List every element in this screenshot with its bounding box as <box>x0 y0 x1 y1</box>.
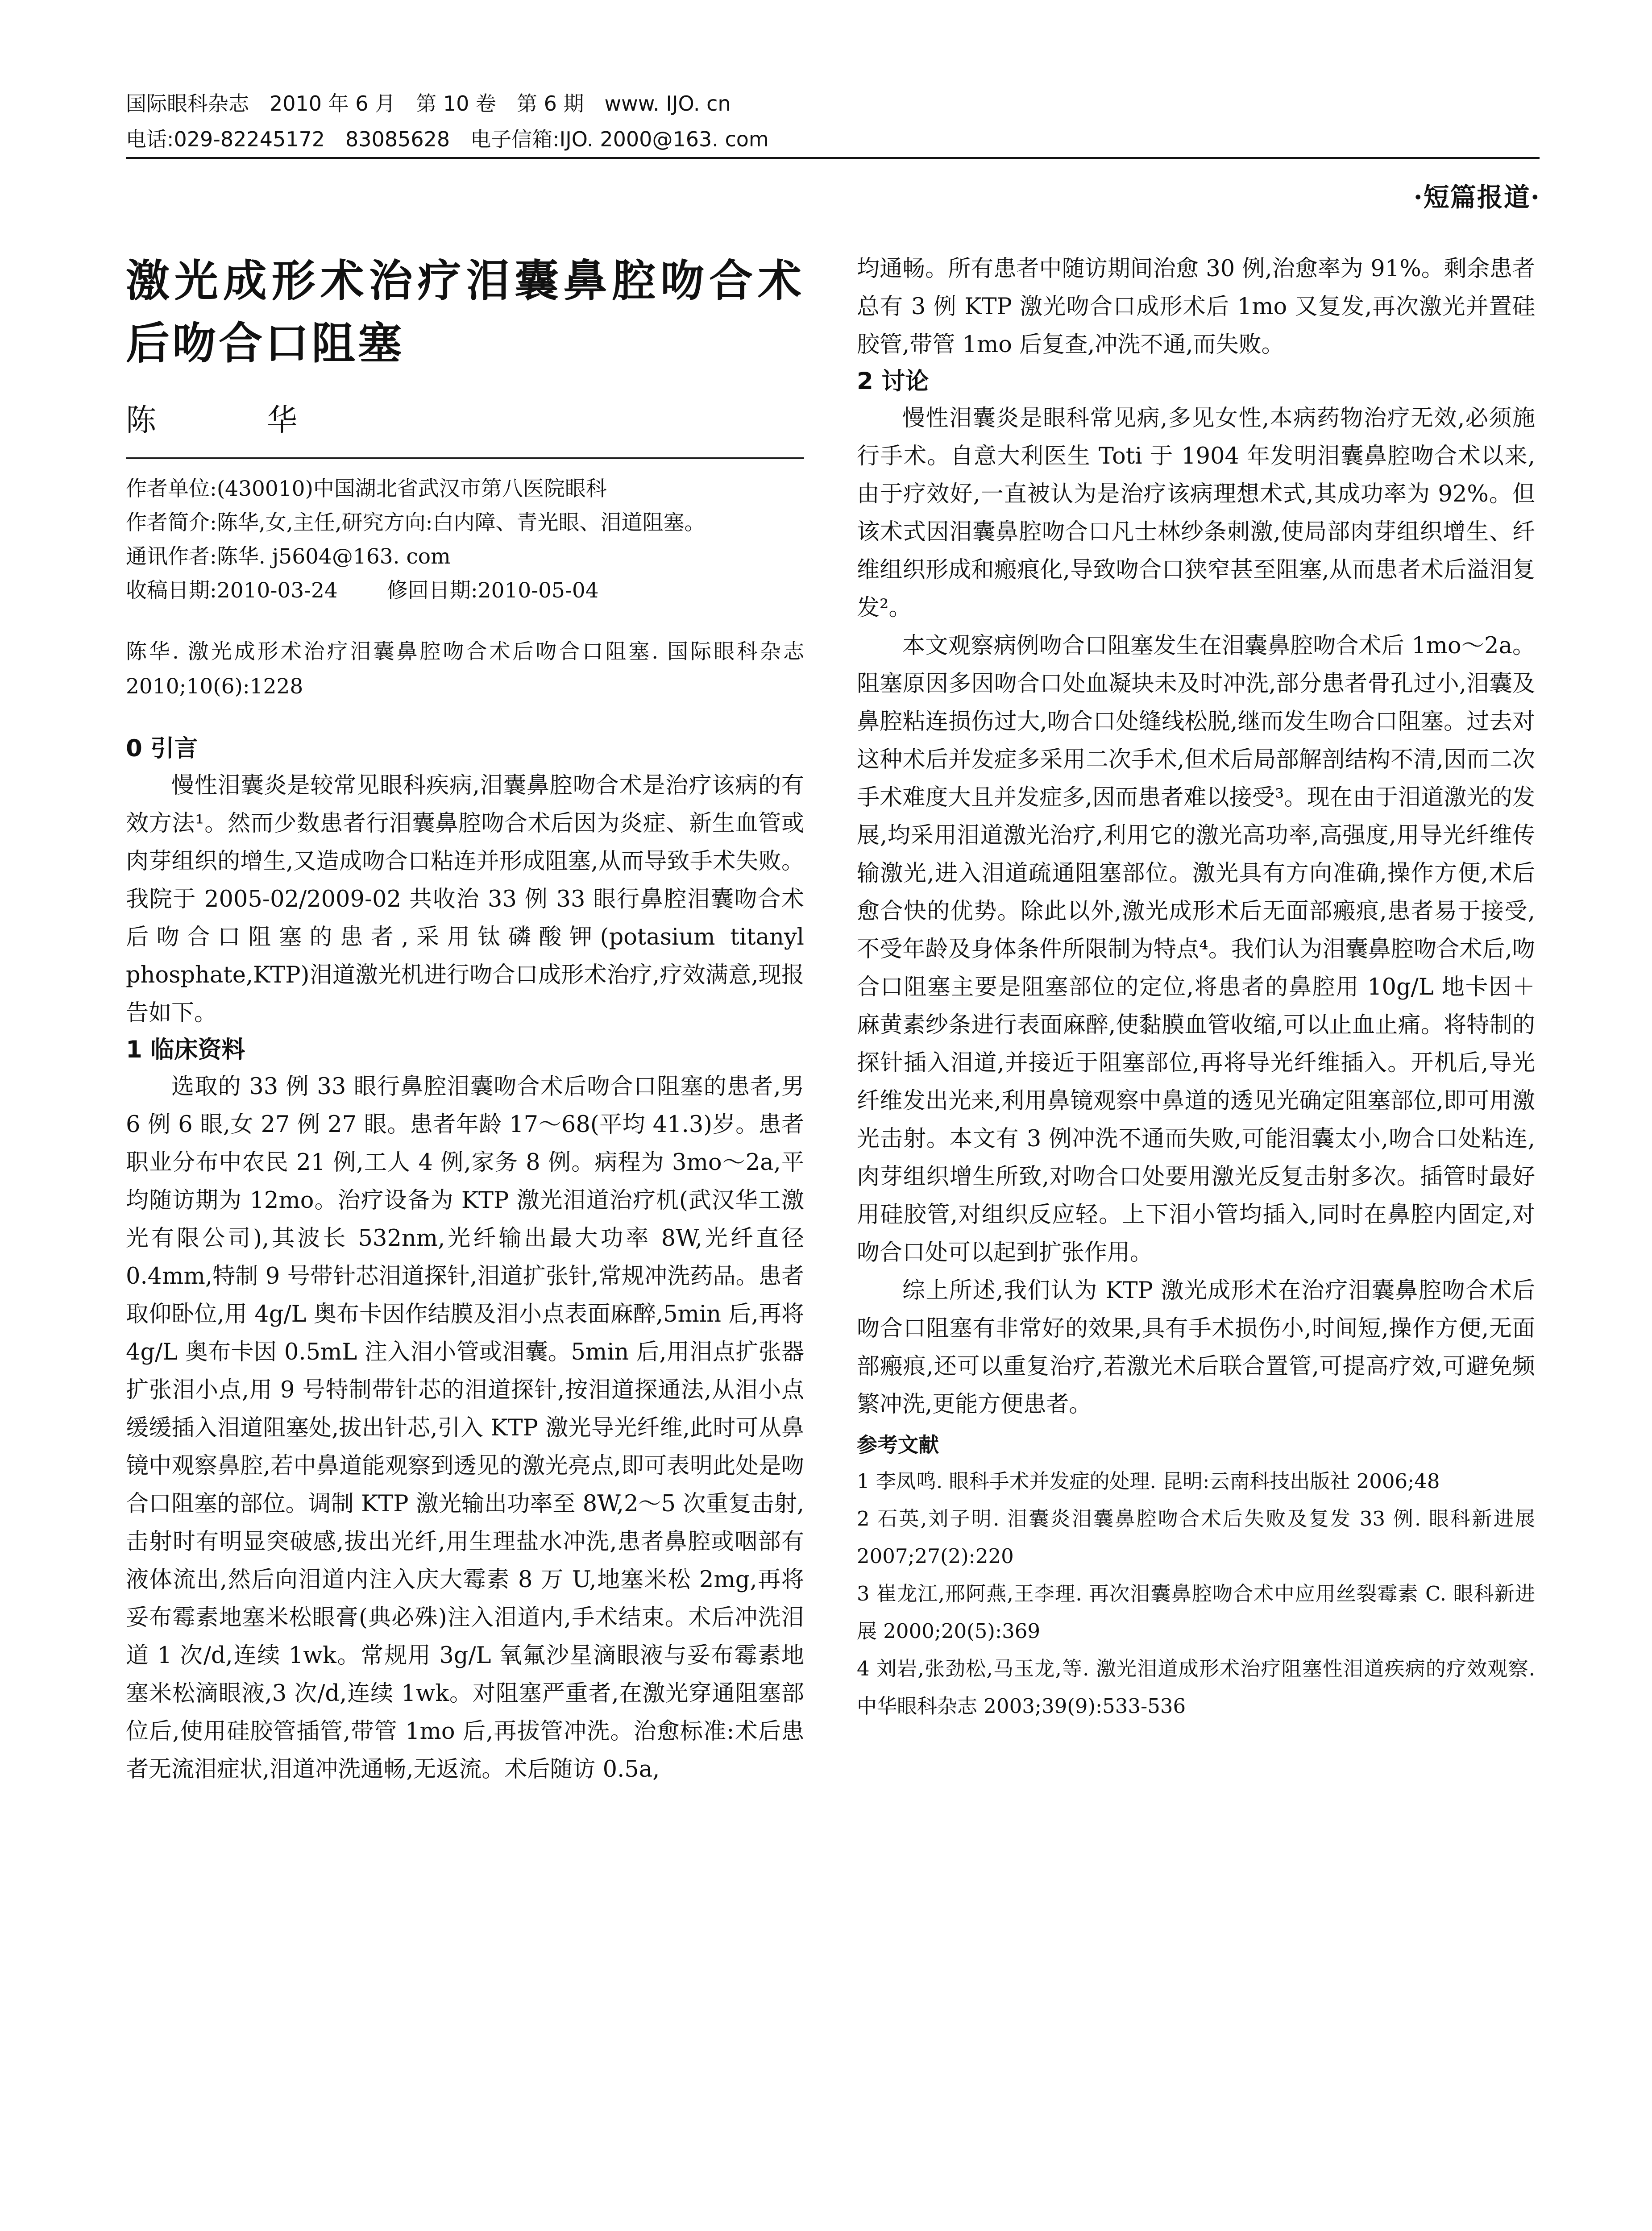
reference-item: 3 崔龙江,邢阿燕,王李理. 再次泪囊鼻腔吻合术中应用丝裂霉素 C. 眼科新进展 2000;20(5):369 <box>857 1582 1535 1643</box>
corresponding-author: 通讯作者:陈华. j5604@163. com <box>126 544 451 569</box>
reference-item: 1 李凤鸣. 眼科手术并发症的处理. 昆明:云南科技出版社 2006;48 <box>857 1469 1440 1493</box>
journal-header-line2: 电话:029-82245172 83085628 电子信箱:IJO. 2000@163. com <box>126 127 769 151</box>
discussion-paragraph-3: 综上所述,我们认为 KTP 激光成形术在治疗泪囊鼻腔吻合术后吻合口阻塞有非常好的效果,具有手术损伤小,时间短,操作方便,无面部瘢痕,还可以重复治疗,若激光术后联合置管,可提高疗效,可避免频繁冲洗,更能方便患者。 <box>857 1277 1535 1418</box>
intro-heading: 0 引言 <box>126 735 198 762</box>
author-bio: 作者简介:陈华,女,主任,研究方向:白内障、青光眼、泪道阻塞。 <box>126 510 706 535</box>
journal-header-line1: 国际眼科杂志 2010 年 6 月 第 10 卷 第 6 期 www. IJO. cn <box>126 91 731 116</box>
received-date: 收稿日期:2010-03-24 <box>126 578 338 603</box>
citation: 陈华. 激光成形术治疗泪囊鼻腔吻合术后吻合口阻塞. 国际眼科杂志 2010;10(6):1228 <box>126 639 804 699</box>
section-tag: ·短篇报道· <box>1413 182 1540 212</box>
header-rule <box>126 157 1540 159</box>
article-author: 陈 华 <box>126 403 338 438</box>
article-title: 激光成形术治疗泪囊鼻腔吻合术后吻合口阻塞 <box>126 256 804 369</box>
references-heading: 参考文献 <box>857 1433 939 1457</box>
clinical-heading: 1 临床资料 <box>126 1036 245 1063</box>
left-column <box>126 250 804 1788</box>
right-column <box>857 250 1535 1725</box>
dates-line <box>126 574 804 608</box>
revised-date: 修回日期:2010-05-04 <box>386 578 599 603</box>
reference-item: 4 刘岩,张劲松,马玉龙,等. 激光泪道成形术治疗阻塞性泪道疾病的疗效观察. 中华眼科杂志 2003;39(9):533-536 <box>857 1657 1535 1718</box>
intro-paragraph: 慢性泪囊炎是较常见眼科疾病,泪囊鼻腔吻合术是治疗该病的有效方法¹。然而少数患者行泪囊鼻腔吻合术后因为炎症、新生血管或肉芽组织的增生,又造成吻合口粘连并形成阻塞,从而导致手术失败。我院于 2005-02/2009-02 共收治 33 例 33 眼行鼻腔泪囊吻合术后吻合口阻塞的患者,采用钛磷酸钾(potasium titanyl phosphate,KTP)泪道激光机进行吻合口成形术治疗,疗效满意,现报告如下。 <box>126 772 804 1026</box>
discussion-heading: 2 讨论 <box>857 368 929 395</box>
discussion-paragraph-1: 慢性泪囊炎是眼科常见病,多见女性,本病药物治疗无效,必须施行手术。自意大利医生 Toti 于 1904 年发明泪囊鼻腔吻合术以来,由于疗效好,一直被认为是治疗该病理想术式,其成功率为 92%。但该术式因泪囊鼻腔吻合口凡士林纱条刺激,使局部肉芽组织增生、纤维组织形成和瘢痕化,导致吻合口狭窄甚至阻塞,从而患者术后溢泪复发²。 <box>857 405 1535 621</box>
reference-item: 2 石英,刘子明. 泪囊炎泪囊鼻腔吻合术后失败及复发 33 例. 眼科新进展 2007;27(2):220 <box>857 1507 1535 1568</box>
clinical-paragraph-continued: 均通畅。所有患者中随访期间治愈 30 例,治愈率为 91%。剩余患者总有 3 例 KTP 激光吻合口成形术后 1mo 又复发,再次激光并置硅胶管,带管 1mo 后复查,冲洗不通,而失败。 <box>857 256 1535 358</box>
clinical-paragraph: 选取的 33 例 33 眼行鼻腔泪囊吻合术后吻合口阻塞的患者,男 6 例 6 眼,女 27 例 27 眼。患者年龄 17～68(平均 41.3)岁。患者职业分布中农民 21 例,工人 4 例,家务 8 例。病程为 3mo～2a,平均随访期为 12mo。治疗设备为 KTP 激光泪道治疗机(武汉华工激光有限公司),其波长 532nm,光纤输出最大功率 8W,光纤直径 0.4mm,特制 9 号带针芯泪道探针,泪道扩张针,常规冲洗药品。患者取仰卧位,用 4g/L 奥布卡因作结膜及泪小点表面麻醉,5min 后,再将 4g/L 奥布卡因 0.5mL 注入泪小管或泪囊。5min 后,用泪点扩张器扩张泪小点,用 9 号特制带针芯的泪道探针,按泪道探通法,从泪小点缓缓插入泪道阻塞处,拔出针芯,引入 KTP 激光导光纤维,此时可从鼻镜中观察鼻腔,若中鼻道能观察到透见的激光亮点,即可表明此处是吻合口阻塞的部位。调制 KTP 激光输出功率至 8W,2～5 次重复击射,击射时有明显突破感,拔出光纤,用生理盐水冲洗,患者鼻腔或咽部有液体流出,然后向泪道内注入庆大霉素 8 万 U,地塞米松 2mg,再将妥布霉素地塞米松眼膏(典必殊)注入泪道内,手术结束。术后冲洗泪道 1 次/d,连续 1wk。常规用 3g/L 氧氟沙星滴眼液与妥布霉素地塞米松滴眼液,3 次/d,连续 1wk。对阻塞严重者,在激光穿通阻塞部位后,使用硅胶管插管,带管 1mo 后,再拔管冲洗。治愈标准:术后患者无流泪症状,泪道冲洗通畅,无返流。术后随访 0.5a, <box>126 1074 804 1783</box>
meta-rule <box>126 457 804 459</box>
discussion-paragraph-2: 本文观察病例吻合口阻塞发生在泪囊鼻腔吻合术后 1mo～2a。阻塞原因多因吻合口处血凝块未及时冲洗,部分患者骨孔过小,泪囊及鼻腔粘连损伤过大,吻合口处缝线松脱,继而发生吻合口阻塞。过去对这种术后并发症多采用二次手术,但术后局部解剖结构不清,因而二次手术难度大且并发症多,因而患者难以接受³。现在由于泪道激光的发展,均采用泪道激光治疗,利用它的激光高功率,高强度,用导光纤维传输激光,进入泪道疏通阻塞部位。激光具有方向准确,操作方便,术后愈合快的优势。除此以外,激光成形术后无面部瘢痕,患者易于接受,不受年龄及身体条件所限制为特点⁴。我们认为泪囊鼻腔吻合术后,吻合口阻塞主要是阻塞部位的定位,将患者的鼻腔用 10g/L 地卡因＋麻黄素纱条进行表面麻醉,使黏膜血管收缩,可以止血止痛。将特制的探针插入泪道,并接近于阻塞部位,再将导光纤维插入。开机后,导光纤维发出光来,利用鼻镜观察中鼻道的透见光确定阻塞部位,即可用激光击射。本文有 3 例冲洗不通而失败,可能泪囊太小,吻合口处粘连,肉芽组织增生所致,对吻合口处要用激光反复击射多次。插管时最好用硅胶管,对组织反应轻。上下泪小管均插入,同时在鼻腔内固定,对吻合口处可以起到扩张作用。 <box>857 633 1535 1266</box>
author-affiliation: 作者单位:(430010)中国湖北省武汉市第八医院眼科 <box>126 477 607 501</box>
